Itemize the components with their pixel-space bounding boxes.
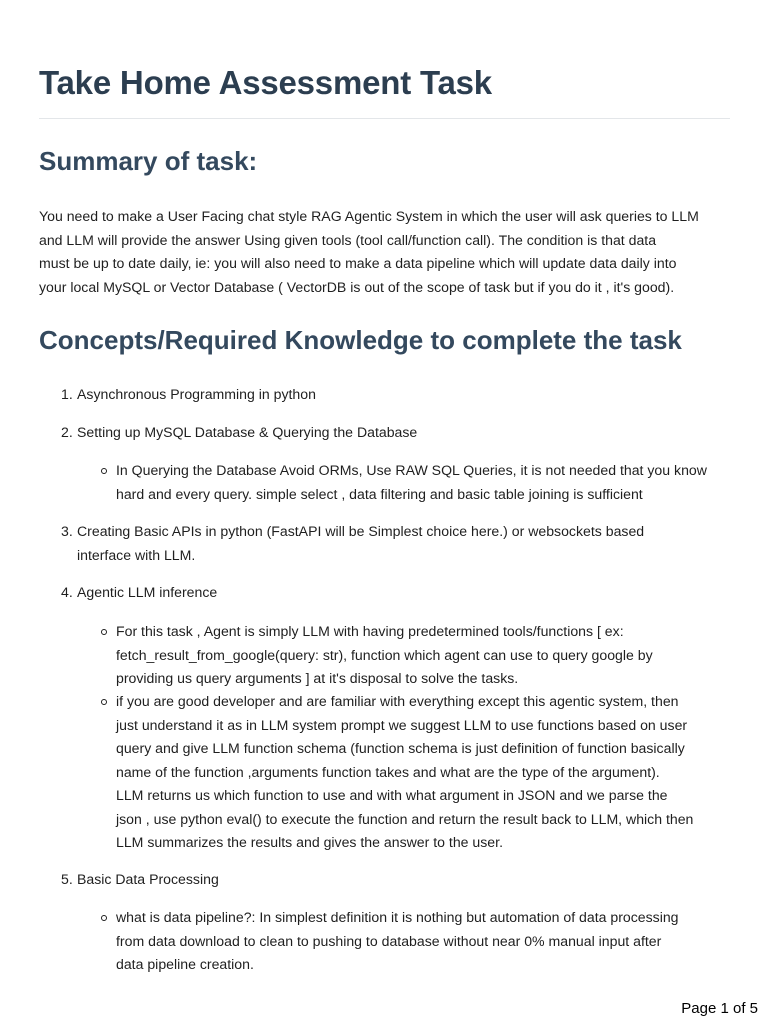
list-item-text <box>77 581 729 605</box>
page-number: Page 1 of 5 <box>681 1000 758 1017</box>
sub-list-item-text <box>116 620 730 691</box>
bullet-icon <box>101 629 107 635</box>
summary-line: must be up to date daily, ie: you will also need to make a data pipeline which will update data daily into <box>39 255 677 271</box>
list-item-number: 4. <box>61 584 73 600</box>
sub-list-item-line: name of the function ,arguments function takes and what are the type of the argument). <box>116 763 660 780</box>
sub-list-item-text <box>116 906 730 977</box>
sub-list-item-line: if you are good developer and are familiar with everything except this agentic system, then <box>116 693 679 709</box>
summary-line: and LLM will provide the answer Using given tools (tool call/function call). The condition is that data <box>39 231 657 248</box>
sub-list-item-line: json , use python eval() to execute the function and return the result back to LLM, which then <box>116 810 694 827</box>
list-item-line: interface with LLM. <box>77 546 196 563</box>
summary-line: You need to make a User Facing chat style RAG Agentic System in which the user will ask queries to LLM <box>39 208 699 224</box>
bullet-icon <box>101 468 107 474</box>
sub-list-item-line: just understand it as in LLM system prompt we suggest LLM to use functions based on user <box>116 716 688 733</box>
sub-list-item-line: LLM returns us which function to use and with what argument in JSON and we parse the <box>116 787 668 803</box>
summary-line: your local MySQL or Vector Database ( VectorDB is out of the scope of task but if you do it , it's good). <box>39 278 675 295</box>
bullet-icon <box>101 699 107 705</box>
concepts-heading: Concepts/Required Knowledge to complete the task <box>39 325 682 355</box>
sub-list-item-line: hard and every query. simple select , data filtering and basic table joining is sufficient <box>116 485 643 502</box>
title-divider <box>39 118 730 119</box>
list-item-line: Basic Data Processing <box>77 871 219 887</box>
list-item-line: Agentic LLM inference <box>77 584 218 600</box>
sub-list-item-line: In Querying the Database Avoid ORMs, Use RAW SQL Queries, it is not needed that you know <box>116 462 707 478</box>
sub-list-item-line: For this task , Agent is simply LLM with having predetermined tools/functions [ ex: <box>116 623 624 639</box>
sub-list-item-line: query and give LLM function schema (function schema is just definition of function basically <box>116 740 685 756</box>
list-item-text <box>77 421 729 445</box>
sub-list-item-line: data pipeline creation. <box>116 956 254 972</box>
sub-list-item-text <box>116 459 730 506</box>
sub-list-item-line: fetch_result_from_google(query: str), function which agent can use to query google by <box>116 646 653 663</box>
page-title: Take Home Assessment Task <box>39 64 492 101</box>
sub-list-item-line: from data download to clean to pushing to database without near 0% manual input after <box>116 932 662 949</box>
list-item-text <box>77 383 729 407</box>
list-item-number: 1. <box>61 386 73 402</box>
sub-list-item-line: what is data pipeline?: In simplest definition it is nothing but automation of data processing <box>116 909 679 925</box>
list-item-number: 3. <box>61 523 73 539</box>
list-item-line: Creating Basic APIs in python (FastAPI will be Simplest choice here.) or websockets based <box>77 523 645 539</box>
sub-list-item-line: providing us query arguments ] at it's disposal to solve the tasks. <box>116 670 519 686</box>
list-item-text <box>77 868 729 892</box>
sub-list-item-line: LLM summarizes the results and gives the answer to the user. <box>116 834 503 850</box>
list-item-line: Setting up MySQL Database & Querying the Database <box>77 424 418 440</box>
list-item-text <box>77 520 729 567</box>
sub-list-item-text <box>116 690 730 855</box>
list-item-line: Asynchronous Programming in python <box>77 386 316 402</box>
summary-paragraph <box>39 205 730 299</box>
list-item-number: 2. <box>61 424 73 440</box>
bullet-icon <box>101 915 107 921</box>
summary-heading: Summary of task: <box>39 146 258 176</box>
list-item-number: 5. <box>61 871 73 887</box>
